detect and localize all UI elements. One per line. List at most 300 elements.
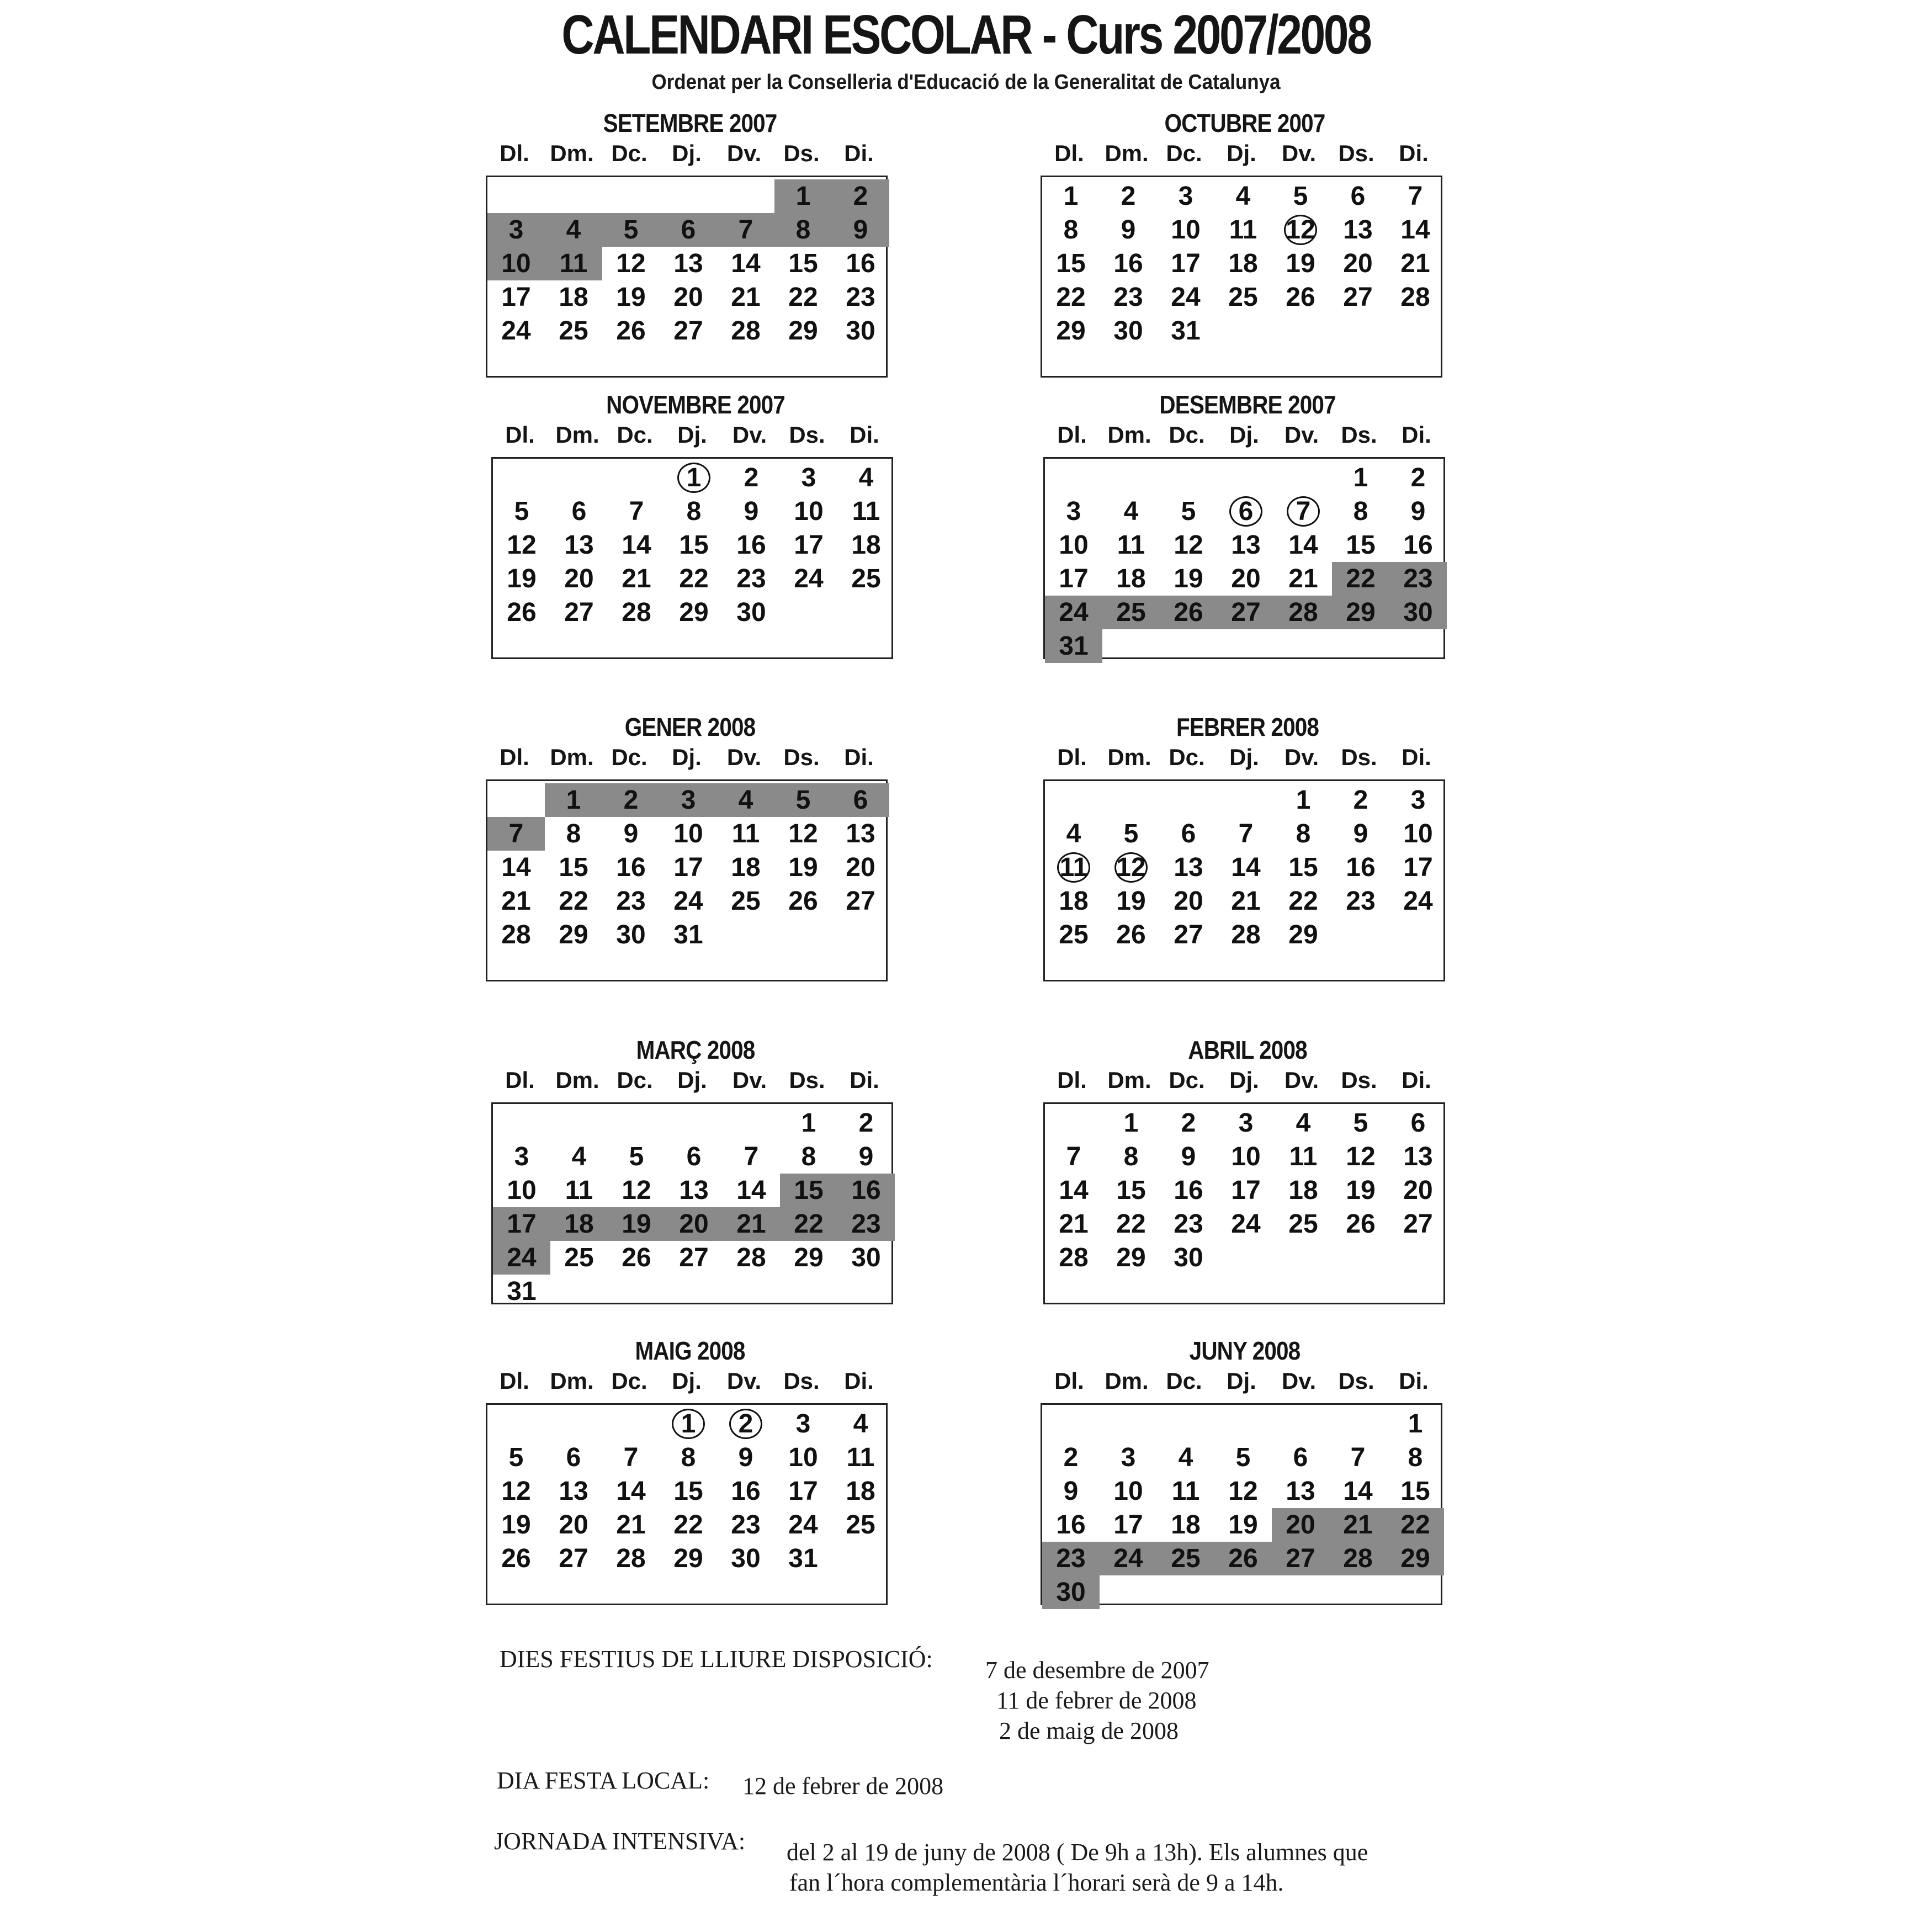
day-cell: 1 (1353, 463, 1368, 492)
day-cell: 20 (559, 1510, 588, 1540)
day-cell: 30 (1174, 1243, 1203, 1272)
weekday-label: Dc. (617, 422, 653, 448)
day-cell: 7 (623, 1443, 639, 1472)
day-cell: 5 (1353, 1108, 1368, 1138)
holiday-day-cell: 18 (550, 1207, 608, 1241)
day-cell: 15 (559, 853, 588, 882)
day-cell: 9 (1181, 1142, 1196, 1171)
day-cell: 7 (1275, 495, 1332, 528)
weekday-label: Dl. (505, 1067, 535, 1093)
day-cell: 11 (1171, 1477, 1200, 1506)
holiday-day-cell: 25 (1157, 1542, 1214, 1575)
day-cell: 11 (1289, 1142, 1318, 1171)
day-cell: 3 (795, 1409, 811, 1439)
weekday-label: Dj. (677, 422, 707, 448)
day-cell: 16 (1346, 853, 1376, 882)
day-cell: 9 (744, 497, 759, 526)
day-cell: 19 (616, 283, 646, 312)
holiday-day-cell: 4 (545, 213, 602, 247)
day-cell: 21 (501, 887, 531, 916)
holiday-day-cell: 7 (487, 817, 545, 851)
day-cell: 7 (1066, 1142, 1081, 1171)
day-cell: 20 (1231, 564, 1261, 593)
holiday-day-cell: 23 (1042, 1542, 1100, 1575)
weekday-header (491, 1067, 900, 1099)
day-cell: 27 (679, 1243, 709, 1272)
weekday-label: Dc. (611, 140, 647, 166)
day-cell: 22 (1288, 887, 1318, 916)
day-cell: 18 (1288, 1176, 1318, 1205)
holiday-day-cell: 27 (1217, 596, 1275, 629)
day-cell: 13 (679, 1176, 709, 1205)
day-cell: 7 (1350, 1443, 1366, 1472)
day-cell: 14 (622, 530, 651, 560)
holiday-day-cell: 27 (1272, 1542, 1329, 1575)
weekday-label: Ds. (1338, 1368, 1374, 1394)
day-cell: 5 (1123, 819, 1139, 848)
day-cell: 5 (629, 1142, 644, 1171)
holiday-day-cell: 2 (602, 783, 660, 817)
weekday-header (491, 422, 900, 454)
day-cell: 17 (794, 530, 824, 560)
holiday-day-cell: 29 (1387, 1542, 1444, 1575)
holiday-day-cell: 26 (1160, 596, 1217, 629)
day-cell: 5 (508, 1443, 524, 1472)
day-cell: 30 (851, 1243, 881, 1272)
weekday-header (486, 744, 894, 776)
month-calendar (1041, 108, 1449, 368)
holiday-day-cell: 31 (1045, 629, 1102, 663)
day-cell: 7 (629, 497, 644, 526)
day-cell: 8 (1353, 497, 1368, 526)
weekday-header (1043, 744, 1452, 776)
holiday-day-cell: 6 (660, 213, 717, 247)
weekday-label: Dc. (1166, 140, 1202, 166)
month-grid (486, 779, 888, 981)
weekday-label: Di. (1399, 1368, 1429, 1394)
weekday-label: Di. (1402, 744, 1431, 770)
weekday-label: Dc. (1169, 744, 1205, 770)
day-cell: 19 (1174, 564, 1203, 593)
page-title: CALENDARI ESCOLAR - Curs 2007/2008 (561, 4, 1371, 66)
holiday-day-cell: 22 (1332, 562, 1389, 596)
day-cell: 20 (846, 853, 875, 882)
weekday-label: Ds. (783, 744, 820, 770)
day-cell: 1 (1123, 1108, 1139, 1138)
holiday-day-cell: 23 (1389, 562, 1447, 596)
day-cell: 8 (686, 497, 702, 526)
day-cell: 14 (1059, 1176, 1089, 1205)
holiday-day-cell: 21 (723, 1207, 780, 1241)
holiday-day-cell: 21 (1329, 1508, 1387, 1542)
day-cell: 6 (686, 1142, 702, 1171)
weekday-label: Dc. (611, 744, 647, 770)
circled-day-mark (1284, 215, 1317, 245)
day-cell: 2 (1181, 1108, 1196, 1138)
weekday-header (486, 140, 894, 172)
weekday-label: Ds. (1341, 1067, 1377, 1093)
holiday-day-cell: 28 (1329, 1542, 1387, 1575)
day-cell: 3 (1410, 785, 1426, 815)
day-cell: 13 (564, 530, 594, 560)
day-cell: 12 (1174, 530, 1203, 560)
day-cell: 4 (858, 463, 874, 492)
weekday-label: Di. (844, 744, 874, 770)
weekday-label: Dm. (550, 140, 594, 166)
day-cell: 5 (1293, 182, 1308, 211)
day-cell: 8 (1123, 1142, 1139, 1171)
month-grid (1041, 1403, 1442, 1605)
circled-day-mark (1057, 852, 1090, 883)
day-cell: 11 (1117, 530, 1145, 560)
day-cell: 10 (1113, 1477, 1143, 1506)
day-cell: 10 (788, 1443, 818, 1472)
weekday-label: Dm. (1105, 140, 1149, 166)
weekday-label: Dv. (732, 1067, 767, 1093)
weekday-label: Di. (844, 1368, 874, 1394)
day-cell: 21 (1288, 564, 1318, 593)
day-cell: 24 (1171, 283, 1201, 312)
day-cell: 30 (846, 316, 875, 346)
month-title: GENER 2008 (624, 713, 756, 741)
day-cell: 24 (501, 316, 531, 346)
month-calendar (491, 1035, 900, 1306)
month-calendar (1041, 1336, 1449, 1607)
day-cell: 19 (1228, 1510, 1258, 1540)
month-calendar (486, 108, 894, 368)
day-cell: 22 (788, 283, 818, 312)
day-cell: 24 (1231, 1209, 1261, 1239)
day-cell: 16 (736, 530, 766, 560)
holiday-day-cell: 19 (608, 1207, 665, 1241)
day-cell: 22 (673, 1510, 703, 1540)
day-cell: 1 (665, 461, 723, 495)
day-cell: 22 (1056, 283, 1086, 312)
day-cell: 7 (1238, 819, 1254, 848)
day-cell: 2 (1353, 785, 1368, 815)
day-cell: 13 (1286, 1477, 1315, 1506)
day-cell: 27 (1343, 283, 1373, 312)
day-cell: 6 (571, 497, 587, 526)
day-cell: 15 (673, 1477, 703, 1506)
day-cell: 21 (1231, 887, 1261, 916)
holiday-day-cell: 5 (774, 783, 832, 817)
weekday-label: Dl. (1057, 422, 1087, 448)
day-cell: 27 (1403, 1209, 1433, 1239)
day-cell: 24 (788, 1510, 818, 1540)
day-cell: 14 (1288, 530, 1318, 560)
day-cell: 2 (717, 1407, 774, 1441)
day-cell: 27 (564, 598, 594, 627)
day-cell: 6 (1293, 1443, 1308, 1472)
circled-day-mark (677, 463, 710, 493)
day-cell: 16 (616, 853, 646, 882)
day-cell: 23 (1174, 1209, 1203, 1239)
day-cell: 12 (1102, 851, 1160, 884)
holiday-day-cell: 1 (545, 783, 602, 817)
day-cell: 29 (679, 598, 709, 627)
day-cell: 18 (559, 283, 588, 312)
day-cell: 28 (736, 1243, 766, 1272)
day-cell: 13 (846, 819, 875, 848)
day-cell: 11 (1229, 215, 1257, 245)
holiday-day-cell: 8 (774, 213, 832, 247)
month-grid (491, 1102, 893, 1304)
weekday-label: Ds. (1341, 744, 1377, 770)
month-title: NOVEMBRE 2007 (606, 390, 785, 419)
day-cell: 14 (736, 1176, 766, 1205)
weekday-label: Dj. (672, 744, 702, 770)
day-cell: 8 (801, 1142, 816, 1171)
day-cell: 26 (1346, 1209, 1376, 1239)
day-cell: 25 (564, 1243, 594, 1272)
day-cell: 27 (846, 887, 875, 916)
weekday-label: Ds. (1338, 140, 1374, 166)
circled-day-mark (729, 1409, 762, 1439)
day-cell: 8 (566, 819, 581, 848)
weekday-label: Dv. (726, 744, 762, 770)
weekday-label: Dl. (500, 1368, 529, 1394)
day-cell: 23 (616, 887, 646, 916)
month-title: MARÇ 2008 (636, 1036, 755, 1064)
day-cell: 22 (679, 564, 709, 593)
festius-label: DIES FESTIUS DE LLIURE DISPOSICIÓ: (500, 1646, 933, 1673)
holiday-day-cell: 10 (487, 247, 545, 280)
day-cell: 18 (1171, 1510, 1201, 1540)
day-cell: 3 (1066, 497, 1081, 526)
weekday-label: Dv. (732, 422, 767, 448)
day-cell: 2 (1410, 463, 1426, 492)
day-cell: 16 (1403, 530, 1433, 560)
holiday-day-cell: 29 (1332, 596, 1389, 629)
day-cell: 18 (1228, 249, 1258, 278)
weekday-label: Dl. (505, 422, 535, 448)
day-cell: 19 (788, 853, 818, 882)
month-title: SETEMBRE 2007 (603, 109, 777, 137)
weekday-label: Dl. (1054, 140, 1084, 166)
day-cell: 10 (794, 497, 824, 526)
festa-local-label: DIA FESTA LOCAL: (497, 1767, 710, 1794)
day-cell: 25 (1059, 920, 1089, 949)
weekday-label: Dv. (726, 1368, 762, 1394)
day-cell: 23 (1346, 887, 1376, 916)
day-cell: 12 (1228, 1477, 1258, 1506)
day-cell: 21 (622, 564, 651, 593)
holiday-day-cell: 23 (837, 1207, 895, 1241)
holiday-day-cell: 24 (1045, 596, 1102, 629)
day-cell: 9 (623, 819, 639, 848)
month-title: OCTUBRE 2007 (1164, 109, 1325, 137)
day-cell: 30 (731, 1544, 761, 1573)
month-title: FEBRER 2008 (1176, 713, 1319, 741)
weekday-label: Dm. (1107, 1067, 1151, 1093)
day-cell: 24 (794, 564, 824, 593)
festius-date-2: 11 de febrer de 2008 (996, 1687, 1197, 1714)
day-cell: 28 (622, 598, 651, 627)
day-cell: 15 (1400, 1477, 1430, 1506)
weekday-label: Ds. (1341, 422, 1377, 448)
day-cell: 5 (514, 497, 529, 526)
weekday-label: Dj. (1229, 744, 1259, 770)
day-cell: 25 (1288, 1209, 1318, 1239)
day-cell: 31 (788, 1544, 818, 1573)
day-cell: 16 (1174, 1176, 1203, 1205)
day-cell: 26 (622, 1243, 651, 1272)
day-cell: 22 (1116, 1209, 1146, 1239)
day-cell: 2 (1063, 1443, 1079, 1472)
day-cell: 12 (622, 1176, 651, 1205)
weekday-label: Di. (850, 422, 879, 448)
day-cell: 15 (788, 249, 818, 278)
holiday-day-cell: 15 (780, 1174, 837, 1207)
day-cell: 21 (731, 283, 761, 312)
holiday-day-cell: 17 (493, 1207, 550, 1241)
day-cell: 10 (673, 819, 703, 848)
day-cell: 15 (1288, 853, 1318, 882)
day-cell: 16 (846, 249, 875, 278)
weekday-label: Dv. (1281, 140, 1317, 166)
day-cell: 30 (736, 598, 766, 627)
day-cell: 7 (1408, 182, 1423, 211)
holiday-day-cell: 3 (487, 213, 545, 247)
day-cell: 30 (616, 920, 646, 949)
day-cell: 16 (1113, 249, 1143, 278)
day-cell: 26 (507, 598, 537, 627)
day-cell: 16 (731, 1477, 761, 1506)
weekday-header (1043, 1067, 1452, 1099)
weekday-header (486, 1368, 894, 1400)
day-cell: 23 (1113, 283, 1143, 312)
day-cell: 29 (1288, 920, 1318, 949)
day-cell: 26 (1286, 283, 1315, 312)
day-cell: 13 (559, 1477, 588, 1506)
day-cell: 17 (1171, 249, 1201, 278)
day-cell: 14 (731, 249, 761, 278)
day-cell: 27 (1174, 920, 1203, 949)
day-cell: 20 (1174, 887, 1203, 916)
day-cell: 31 (1171, 316, 1201, 346)
month-grid (1043, 457, 1445, 659)
day-cell: 21 (1400, 249, 1430, 278)
day-cell: 9 (858, 1142, 874, 1171)
day-cell: 8 (681, 1443, 696, 1472)
month-grid (1041, 176, 1442, 378)
day-cell: 4 (1066, 819, 1081, 848)
weekday-label: Dm. (1107, 422, 1151, 448)
day-cell: 23 (736, 564, 766, 593)
holiday-day-cell: 22 (1387, 1508, 1444, 1542)
day-cell: 18 (1116, 564, 1146, 593)
day-cell: 17 (1113, 1510, 1143, 1540)
day-cell: 18 (846, 1477, 875, 1506)
day-cell: 9 (738, 1443, 753, 1472)
day-cell: 28 (1059, 1243, 1089, 1272)
month-calendar (491, 390, 900, 649)
month-grid (486, 1403, 888, 1605)
holiday-day-cell: 2 (832, 179, 889, 213)
weekday-label: Di. (850, 1067, 879, 1093)
day-cell: 6 (566, 1443, 581, 1472)
day-cell: 28 (616, 1544, 646, 1573)
weekday-label: Di. (1399, 140, 1429, 166)
day-cell: 13 (1174, 853, 1203, 882)
day-cell: 15 (1346, 530, 1376, 560)
day-cell: 3 (1121, 1443, 1136, 1472)
circled-day-mark (1114, 852, 1148, 883)
weekday-label: Dc. (617, 1067, 653, 1093)
day-cell: 4 (1178, 1443, 1193, 1472)
weekday-label: Dc. (1169, 422, 1205, 448)
day-cell: 14 (1400, 215, 1430, 245)
holiday-day-cell: 1 (774, 179, 832, 213)
day-cell: 19 (501, 1510, 531, 1540)
month-grid (1043, 1102, 1445, 1304)
day-cell: 8 (1408, 1443, 1423, 1472)
day-cell: 10 (1171, 215, 1201, 245)
day-cell: 29 (1116, 1243, 1146, 1272)
day-cell: 15 (1116, 1176, 1146, 1205)
holiday-day-cell: 20 (665, 1207, 723, 1241)
day-cell: 29 (559, 920, 588, 949)
day-cell: 11 (1045, 851, 1102, 884)
jornada-label: JORNADA INTENSIVA: (494, 1828, 746, 1855)
weekday-header (1041, 1368, 1449, 1400)
day-cell: 27 (559, 1544, 588, 1573)
day-cell: 3 (514, 1142, 529, 1171)
weekday-label: Dj. (1229, 1067, 1259, 1093)
festa-local-date: 12 de febrer de 2008 (742, 1772, 944, 1800)
day-cell: 4 (853, 1409, 868, 1439)
day-cell: 17 (1231, 1176, 1261, 1205)
weekday-label: Dm. (1107, 744, 1151, 770)
day-cell: 28 (501, 920, 531, 949)
weekday-label: Ds. (783, 140, 820, 166)
day-cell: 6 (1350, 182, 1366, 211)
month-calendar (486, 712, 894, 972)
holiday-day-cell: 24 (493, 1241, 550, 1275)
day-cell: 26 (788, 887, 818, 916)
festius-date-3: 2 de maig de 2008 (999, 1717, 1179, 1744)
day-cell: 20 (1403, 1176, 1433, 1205)
day-cell: 29 (673, 1544, 703, 1573)
weekday-label: Ds. (789, 422, 825, 448)
day-cell: 2 (1121, 182, 1136, 211)
holiday-day-cell: 7 (717, 213, 774, 247)
day-cell: 7 (744, 1142, 759, 1171)
weekday-label: Di. (1402, 1067, 1431, 1093)
month-title: MAIG 2008 (635, 1336, 745, 1365)
day-cell: 23 (846, 283, 875, 312)
weekday-label: Dj. (1227, 1368, 1256, 1394)
day-cell: 24 (673, 887, 703, 916)
day-cell: 25 (1228, 283, 1258, 312)
holiday-day-cell: 28 (1275, 596, 1332, 629)
day-cell: 26 (616, 316, 646, 346)
weekday-label: Dm. (550, 1368, 594, 1394)
month-grid (1043, 779, 1445, 981)
day-cell: 20 (673, 283, 703, 312)
holiday-day-cell: 9 (832, 213, 889, 247)
holiday-day-cell: 25 (1102, 596, 1160, 629)
weekday-label: Di. (1402, 422, 1431, 448)
day-cell: 3 (801, 463, 816, 492)
holiday-day-cell: 20 (1272, 1508, 1329, 1542)
holiday-day-cell: 22 (780, 1207, 837, 1241)
day-cell: 3 (1238, 1108, 1254, 1138)
day-cell: 28 (1231, 920, 1261, 949)
day-cell: 12 (1346, 1142, 1376, 1171)
weekday-label: Dl. (1057, 744, 1087, 770)
